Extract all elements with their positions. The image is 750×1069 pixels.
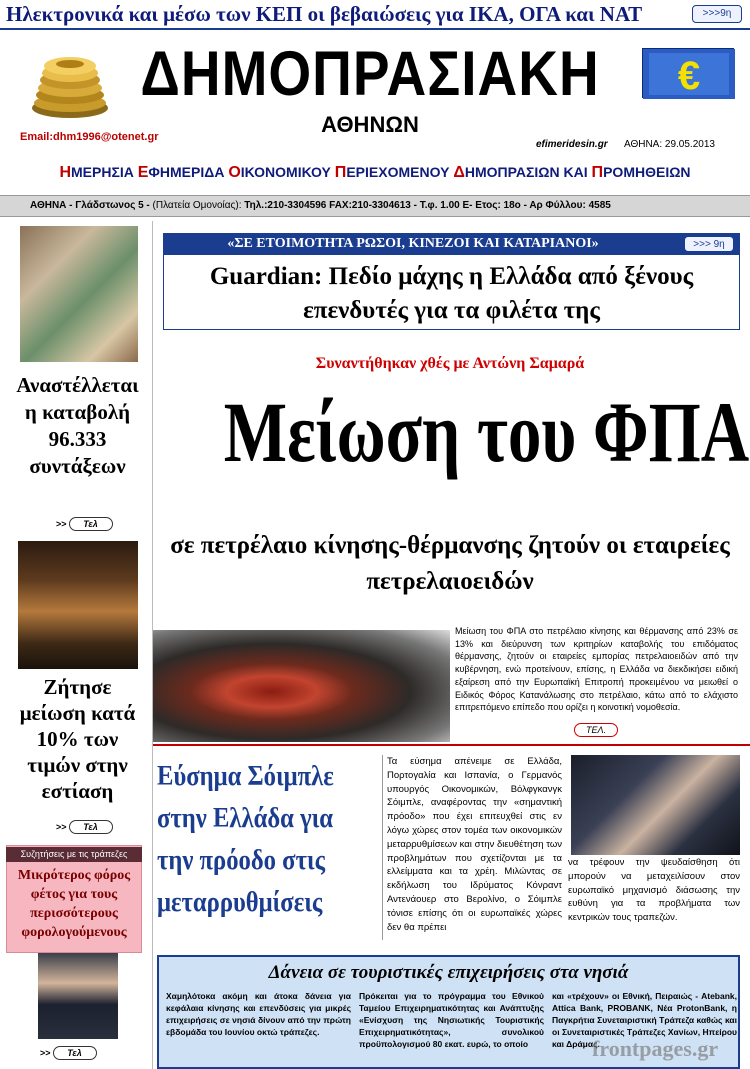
publication-info-bar: ΑΘΗΝΑ - Γλάδστωνος 5 - (Πλατεία Ομονοίας): Τηλ.:210-3304596 FAX:210-3304613 - Τ.φ. 1.00 Ε- Ετος: 18ο - Αρ Φύλλου: 4585 <box>0 195 750 217</box>
schauble-story-headline[interactable]: Εύσημα Σόιμπλε στην Ελλάδα για την πρόοδο στις μεταρρυθμίσεις <box>157 760 334 918</box>
svg-text:€: € <box>677 54 701 98</box>
tourism-loans-headline[interactable]: Δάνεια σε τουριστικές επιχειρήσεις στα νησιά <box>268 962 629 983</box>
tax-story-title[interactable]: Μικρότερος φόρος φέτος για τους περισσότερους φορολογούμενους <box>17 868 131 940</box>
masthead-title: ΔΗΜΟΠΡΑΣΙΑΚΗ <box>140 37 600 110</box>
issue-date: ΑΘΗΝΑ: 29.05.2013 <box>624 139 715 150</box>
euro-icon <box>643 49 735 99</box>
lead-story-end-link[interactable]: ΤΕΛ. <box>574 720 618 738</box>
minister-portrait-photo[interactable] <box>38 953 118 1039</box>
frontpages-watermark: frontpages.gr <box>592 1036 719 1061</box>
website-name[interactable]: efimeridesin.gr <box>536 139 608 150</box>
top-banner-more-link[interactable]: >>>9η <box>692 5 742 23</box>
tax-story-link[interactable]: >> Τελ <box>40 1046 97 1060</box>
masthead-subtitle: ΑΘΗΝΩΝ <box>321 112 419 137</box>
contact-email[interactable]: Email:dhm1996@otenet.gr <box>20 131 159 143</box>
fuel-pump-nozzle-photo[interactable] <box>153 630 450 742</box>
lead-story-headline[interactable]: Μείωση του ΦΠΑ <box>223 384 750 480</box>
euro-banknotes-photo[interactable] <box>20 226 138 362</box>
schauble-column-divider <box>382 755 383 940</box>
schauble-story-body: Τα εύσημα απένειμε σε Ελλάδα, Πορτογαλία και Ισπανία, ο Γερμανός υπουργός Οικονομικών, Βόλφγκανγκ Σόιμπλε, αναφέροντας την «σημαντική πρόοδο» που έχει επιτευχθεί στις εν λόγω χώρες στον τομέα των οικονομικών μεταρρυθμίσεων και στην διευθέτηση των προβλημάτων που σχετίζονται με τα ελλείμματα και τα χρέη. Μιλώντας σε εκδήλωση του Ιδρύματος Κόνραντ Αντενάουερ στο Βερολίνο, ο Σόιμπλε τόνισε επίσης ότι οι ευρωπαϊκές χώρες δεν θα πρέπει <box>387 756 562 933</box>
sidebar-story-pensions-title[interactable]: Αναστέλλεται η καταβολή 96.333 συντάξεων <box>16 373 139 478</box>
schauble-portrait-photo[interactable] <box>571 755 740 855</box>
schauble-story-body-continued: να τρέφουν την ψευδαίσθηση ότι μπορούν να μεταχειλίσουν στον ευρωπαϊκό μηχανισμό διάσωσης την ευθύνη για τα προβλήματα των κεντρικών τους τραπεζών. <box>568 857 740 924</box>
guardian-story-headline[interactable]: Guardian: Πεδίο μάχης η Ελλάδα από ξένους επενδυτές για τα φιλέτα της <box>209 263 694 324</box>
euro-symbol-logo <box>642 48 734 98</box>
masthead-tagline: ΗΜΕΡΗΣΙΑ ΕΦΗΜΕΡΙΔΑ ΟΙΚΟΝΟΜΙΚΟΥ ΠΕΡΙΕΧΟΜΕΝΟΥ ΔΗΜΟΠΡΑΣΙΩΝ ΚΑΙ ΠΡΟΜΗΘΕΙΩΝ <box>59 164 691 181</box>
lead-story-subheadline: σε πετρέλαιο κίνησης-θέρμανσης ζητούν οι εταιρείες πετρελαιοειδών <box>170 532 730 595</box>
lead-story-kicker: Συναντήθηκαν χθές με Αντώνη Σαμαρά <box>315 355 585 372</box>
tourism-loans-col-3: και «τρέχουν» οι Εθνική, Πειραιώς - Atebank, Attica Bank, PROBANK, Νέα ProtonBank, η Παγκρήτια Συνεταιριστική Τράπεζα καθώς και οι Συνεταιριστικές Τράπεζες Χανίων, Ηπείρου και Δράμας. <box>552 991 737 1049</box>
tourism-loans-col-2: Πρόκειται για το πρόγραμμα του Εθνικού Ταμείου Επιχειρηματικότητας και Ανάπτυξης «Ενίσχυση της Νησιωτικής Τουριστικής Επιχειρηματικότητας», συνολικού προϋπολογισμού 80 εκατ. ευρώ, το οποίο <box>359 991 544 1049</box>
sidebar-story-pensions-link[interactable]: >> Τελ <box>56 517 113 531</box>
top-banner-headline[interactable]: Ηλεκτρονικά και μέσω των ΚΕΠ οι βεβαιώσεις για ΙΚΑ, ΟΓΑ και ΝΑΤ <box>6 2 643 26</box>
gold-coins-logo <box>28 48 113 120</box>
guardian-story-kicker: «ΣΕ ΕΤΟΙΜΟΤΗΤΑ ΡΩΣΟΙ, ΚΙΝΕΖΟΙ ΚΑΙ ΚΑΤΑΡΙΑΝΟΙ» <box>227 236 599 251</box>
street-cafe-photo[interactable] <box>18 541 138 669</box>
section-divider <box>153 744 750 746</box>
guardian-story-more-link[interactable]: >>> 9η <box>684 236 734 252</box>
tourism-loans-col-1: Χαμηλότοκα ακόμη και άτοκα δάνεια για κεφάλαια κίνησης και επενδύσεις για μικρές επιχειρήσεις σε νησιά δίνουν από την πρώτη εβδομάδα του Ιουνίου οκτώ τράπεζες. <box>166 991 351 1037</box>
sidebar-story-restaurants-title[interactable]: Ζήτησε μείωση κατά 10% των τιμών στην εστίαση <box>19 675 136 803</box>
lead-story-body: Μείωση του ΦΠΑ στο πετρέλαιο κίνησης και θέρμανσης από 23% σε 13% και διεύρυνση των κριτηρίων καταβολής του επιδόματος θέρμανσης, ζητούν οι εταιρείες εμπορίας πετρελαιοειδών από την κυβέρνηση, ενώ προτείνουν, επίσης, η Ελλάδα να διεκδικήσει ειδική εξαίρεση από την Ευρωπαϊκή Επιτροπή προκειμένου να μειωθεί ο Ειδικός Φόρος Κατανάλωσης στο πετρέλαιο, κάτω από το ελάχιστο επιτρεπόμενο επίπεδο που ορίζει η κοινοτική νομοθεσία. <box>455 626 738 713</box>
tax-story-kicker: Συζητήσεις με τις τράπεζες <box>6 847 142 862</box>
sidebar-story-restaurants-link[interactable]: >> Τελ <box>56 820 113 834</box>
